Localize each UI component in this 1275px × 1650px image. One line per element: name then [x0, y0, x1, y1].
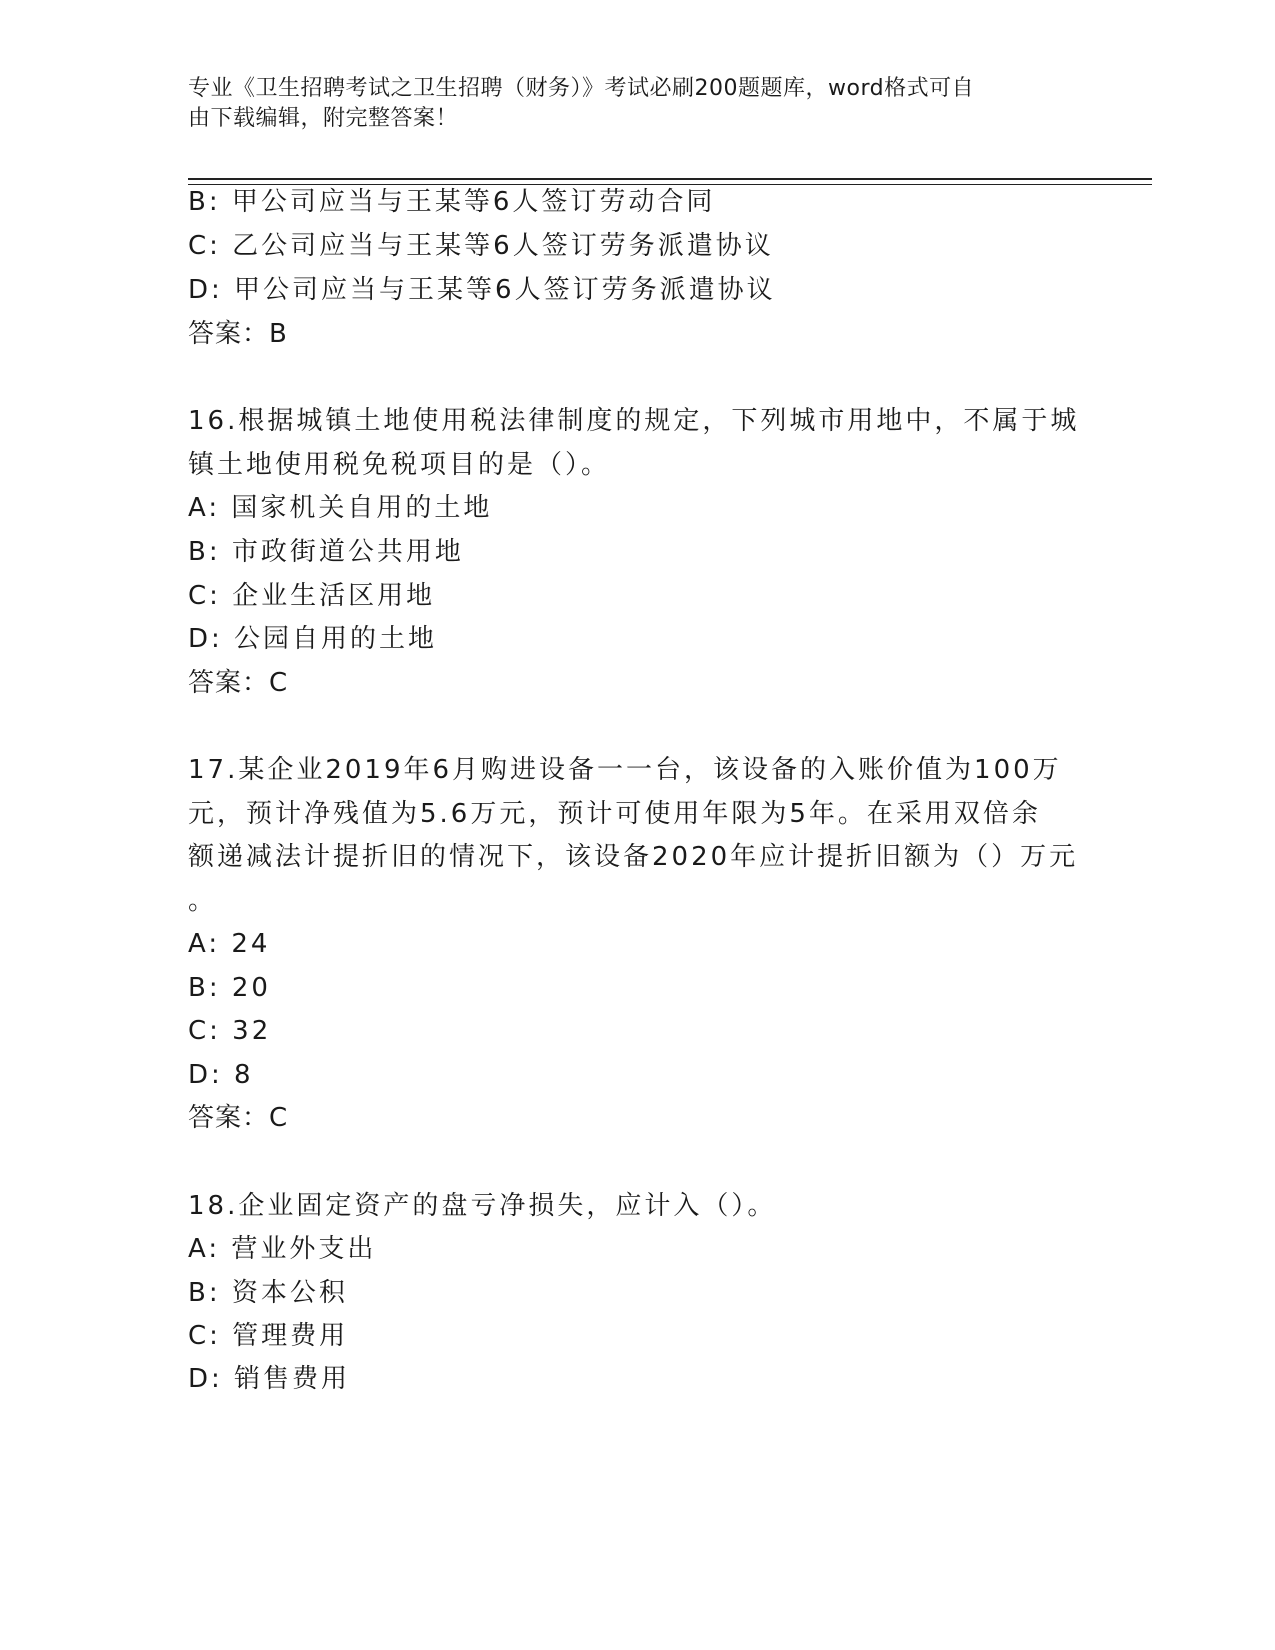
q17-option-a: A: 24 — [188, 929, 271, 959]
q17-option-d: D: 8 — [188, 1060, 254, 1090]
q17-stem-line-3: 额递减法计提折旧的情况下，该设备2020年应计提折旧额为（）万元 — [188, 842, 1079, 872]
q15-option-c: C: 乙公司应当与王某等6人签订劳务派遣协议 — [188, 231, 774, 261]
header-line-1: 专业《卫生招聘考试之卫生招聘（财务）》考试必刷200题题库，word格式可自 — [188, 76, 975, 101]
q16-option-b: B: 市政街道公共用地 — [188, 537, 464, 567]
q18-option-c: C: 管理费用 — [188, 1321, 349, 1351]
q18-stem-line-1: 18.企业固定资产的盘亏净损失，应计入（）。 — [188, 1191, 777, 1221]
q17-stem-line-2: 元，预计净残值为5.6万元，预计可使用年限为5年。在采用双倍余 — [188, 799, 1041, 829]
q17-option-c: C: 32 — [188, 1016, 272, 1046]
q17-option-b: B: 20 — [188, 973, 271, 1003]
q16-stem-line-1: 16.根据城镇土地使用税法律制度的规定，下列城市用地中，不属于城 — [188, 406, 1080, 436]
header-divider-thick — [188, 178, 1152, 180]
q16-option-a: A: 国家机关自用的土地 — [188, 493, 493, 523]
q16-stem-line-2: 镇土地使用税免税项目的是（）。 — [188, 450, 611, 480]
q18-option-b: B: 资本公积 — [188, 1278, 348, 1308]
q17-answer: 答案：C — [188, 1103, 289, 1133]
q16-option-d: D: 公园自用的土地 — [188, 624, 438, 654]
q17-stem-line-4: 。 — [188, 886, 218, 916]
q18-option-d: D: 销售费用 — [188, 1364, 351, 1394]
q15-option-d: D: 甲公司应当与王某等6人签订劳务派遣协议 — [188, 275, 776, 305]
q16-answer: 答案：C — [188, 668, 289, 698]
q16-option-c: C: 企业生活区用地 — [188, 581, 436, 611]
q18-option-a: A: 营业外支出 — [188, 1234, 377, 1264]
header-line-2: 由下载编辑，附完整答案！ — [188, 106, 459, 131]
q15-option-b: B: 甲公司应当与王某等6人签订劳动合同 — [188, 187, 716, 217]
header-divider-thin — [188, 184, 1152, 185]
q15-answer: 答案：B — [188, 319, 288, 349]
q17-stem-line-1: 17.某企业2019年6月购进设备一一台，该设备的入账价值为100万 — [188, 755, 1062, 785]
document-header — [188, 74, 1088, 134]
